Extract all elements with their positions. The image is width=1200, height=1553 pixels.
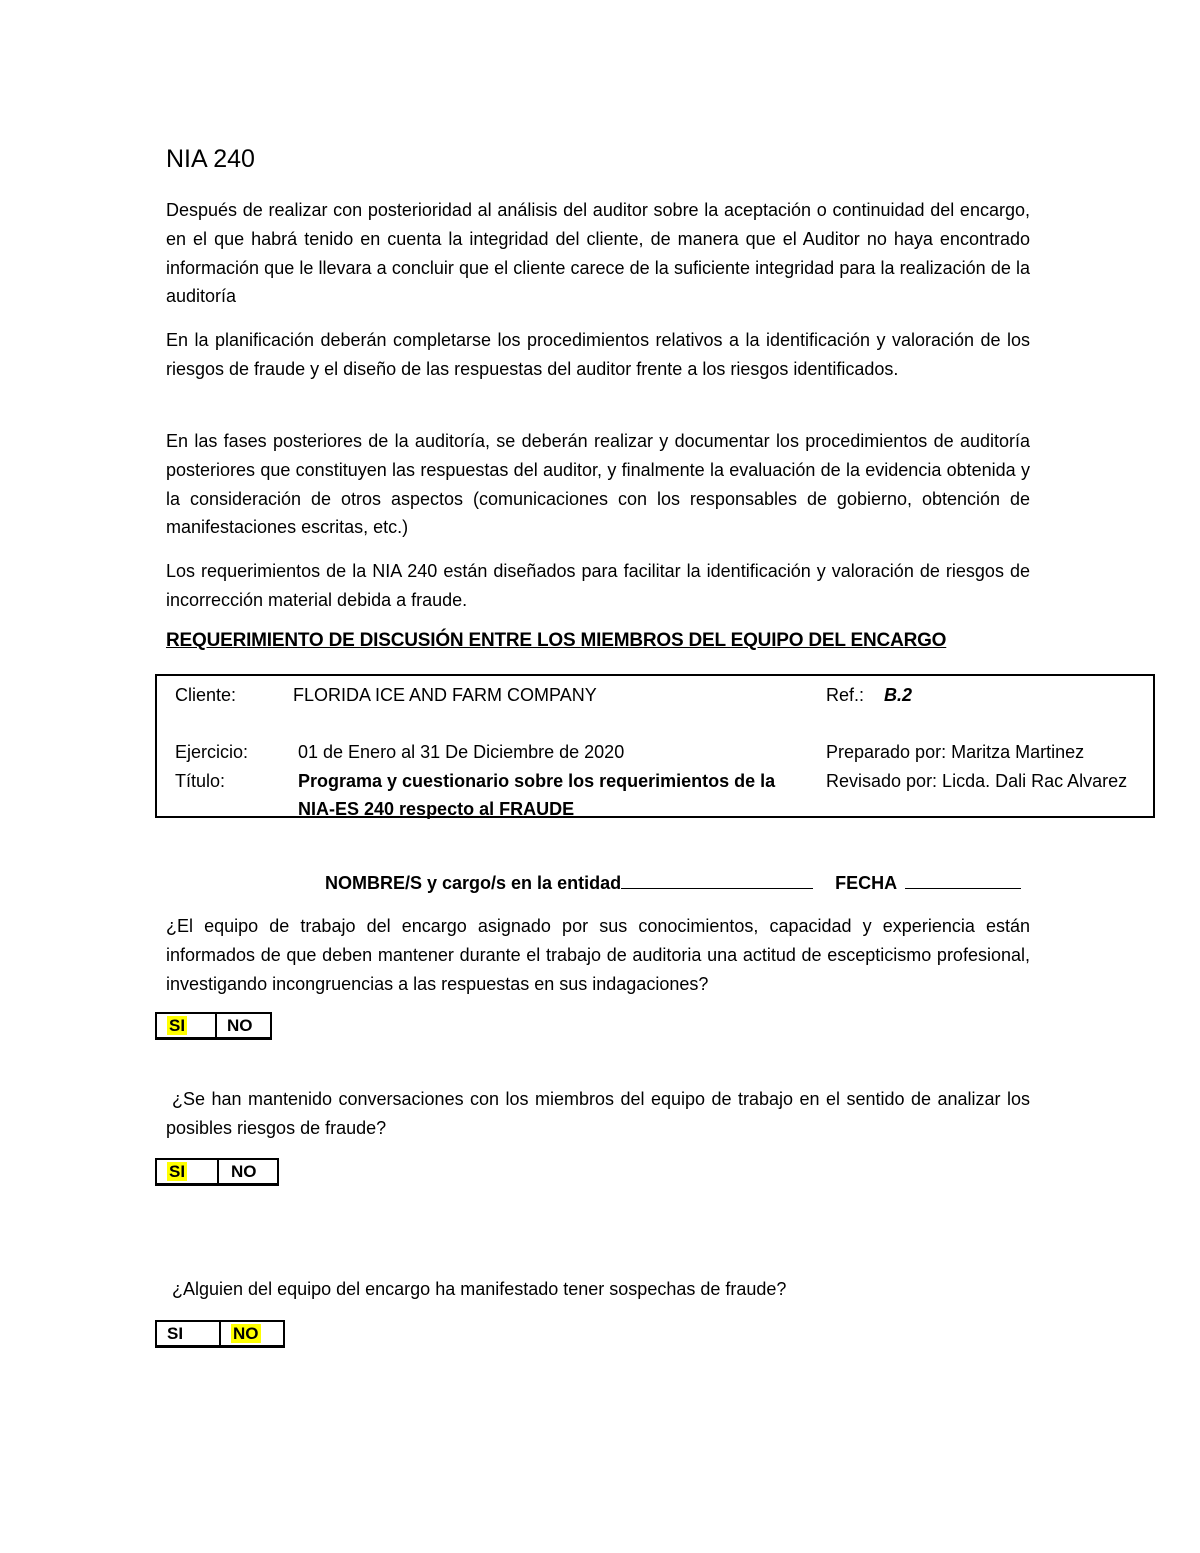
title-value-line-1: Programa y cuestionario sobre los requerimientos de la bbox=[298, 771, 776, 791]
date-blank-line[interactable] bbox=[905, 870, 1021, 889]
answer-box-q1 bbox=[155, 1012, 272, 1040]
name-label: NOMBRE/S y cargo/s en la entidad bbox=[325, 873, 622, 893]
answer-q3-no[interactable] bbox=[219, 1322, 283, 1345]
answer-q3-no-label: NO bbox=[233, 1324, 259, 1343]
section-heading: REQUERIMIENTO DE DISCUSIÓN ENTRE LOS MIEMBROS DEL EQUIPO DEL ENCARGO bbox=[166, 630, 947, 651]
question-3: ¿Alguien del equipo del encargo ha manifestado tener sospechas de fraude? bbox=[172, 1279, 787, 1299]
answer-q1-no-label: NO bbox=[227, 1016, 253, 1035]
ref-value: B.2 bbox=[884, 685, 913, 705]
answer-q2-yes[interactable] bbox=[157, 1160, 217, 1183]
client-value: FLORIDA ICE AND FARM COMPANY bbox=[293, 685, 597, 705]
answer-q2-yes-label: SI bbox=[169, 1162, 186, 1181]
answer-q1-yes[interactable] bbox=[157, 1014, 215, 1037]
engagement-info-box bbox=[155, 674, 1155, 818]
prepared-by: Preparado por: Maritza Martinez bbox=[826, 742, 1085, 762]
question-1: ¿El equipo de trabajo del encargo asignado por sus conocimientos, capacidad y experiencia están informados de que deben mantener durante el trabajo de auditoria una actitud de escepticismo profesional, investigando incongruencias a las respuestas en sus indagaciones? bbox=[166, 916, 1030, 994]
answer-box-q3 bbox=[155, 1320, 285, 1348]
name-blank-line[interactable] bbox=[621, 870, 813, 889]
answer-q2-no[interactable] bbox=[217, 1160, 277, 1183]
answer-q3-yes[interactable] bbox=[157, 1322, 219, 1345]
answer-q1-no[interactable] bbox=[215, 1014, 270, 1037]
period-label: Ejercicio: bbox=[175, 742, 249, 762]
ref-label: Ref.: bbox=[826, 685, 865, 705]
answer-q2-no-label: NO bbox=[231, 1162, 257, 1181]
answer-q3-yes-label: SI bbox=[167, 1324, 184, 1343]
answer-box-q2 bbox=[155, 1158, 279, 1186]
title-value-line-2: NIA-ES 240 respecto al FRAUDE bbox=[298, 799, 575, 819]
question-2: ¿Se han mantenido conversaciones con los miembros del equipo de trabajo en el sentido de analizar los posibles riesgos de fraude? bbox=[166, 1089, 1030, 1138]
client-label: Cliente: bbox=[175, 685, 237, 705]
answer-q1-yes-label: SI bbox=[169, 1016, 186, 1035]
reviewed-by: Revisado por: Licda. Dali Rac Alvarez bbox=[826, 771, 1128, 791]
date-label: FECHA bbox=[835, 873, 897, 893]
intro-paragraph-4: Los requerimientos de la NIA 240 están diseñados para facilitar la identificación y valoración de riesgos de incorrección material debida a fraude. bbox=[166, 561, 1030, 610]
intro-paragraph-2: En la planificación deberán completarse los procedimientos relativos a la identificación y valoración de los riesgos de fraude y el diseño de las respuestas del auditor frente a los riesgos identificados. bbox=[166, 330, 1030, 379]
signature-line bbox=[325, 870, 1021, 896]
page-title: NIA 240 bbox=[166, 145, 255, 173]
period-value: 01 de Enero al 31 De Diciembre de 2020 bbox=[298, 742, 625, 762]
intro-paragraph-3: En las fases posteriores de la auditoría, se deberán realizar y documentar los procedimientos de auditoría posteriores que constituyen las respuestas del auditor, y finalmente la evaluación de la evidencia obtenida y la consideración de otros aspectos (comunicaciones con los responsables de gobierno, obtención de manifestaciones escritas, etc.) bbox=[166, 431, 1030, 538]
title-label: Título: bbox=[175, 771, 226, 791]
intro-paragraph-1: Después de realizar con posterioridad al análisis del auditor sobre la aceptación o continuidad del encargo, en el que habrá tenido en cuenta la integridad del cliente, de manera que el Auditor no haya encontrado información que le llevara a concluir que el cliente carece de la suficiente integridad para la realización de la auditoría bbox=[166, 200, 1030, 307]
